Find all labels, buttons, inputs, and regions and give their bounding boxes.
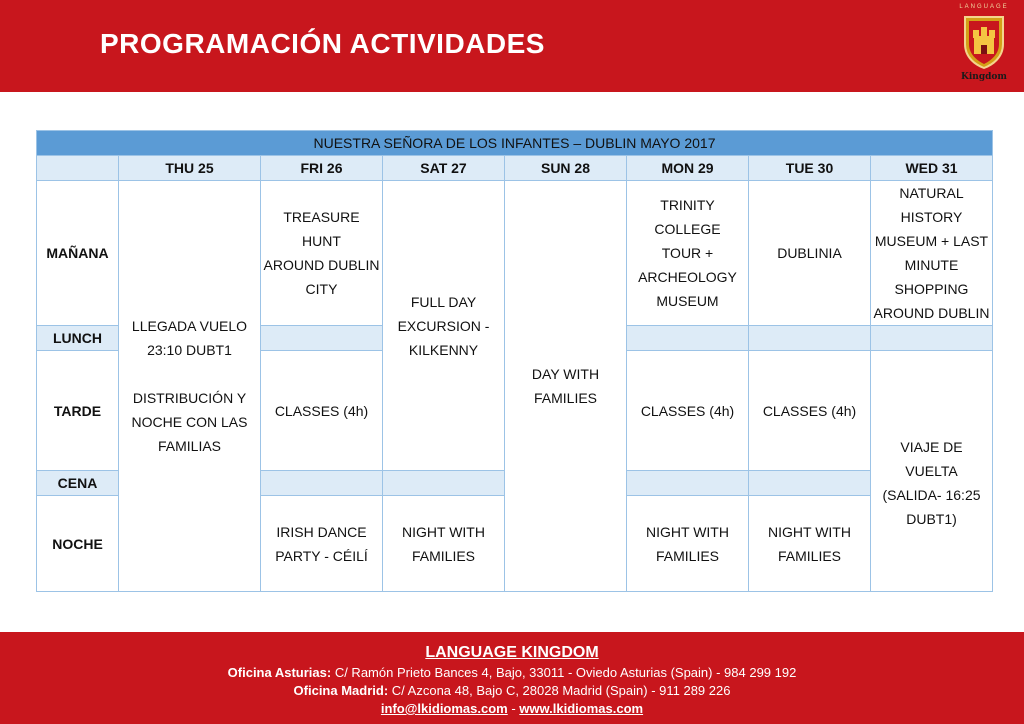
- madrid-office-label: Oficina Madrid:: [293, 683, 389, 698]
- cell-sat-excursion: [383, 181, 505, 471]
- cell-line: AROUND DUBLIN: [873, 305, 990, 321]
- cell-line: VIAJE DE VUELTA: [900, 439, 963, 479]
- footer-contact-links: [0, 701, 1024, 716]
- cell-line: FAMILIAS: [157, 438, 222, 454]
- cell-empty: [749, 471, 871, 496]
- cell-line: TOUR +: [661, 245, 714, 261]
- cell-line: FULL DAY: [410, 293, 477, 310]
- cell-line: TREASURE HUNT: [283, 209, 360, 249]
- cell-sun-families: [505, 181, 627, 592]
- footer-madrid-office: [0, 683, 1024, 698]
- cell-line: FAMILIES: [533, 390, 598, 406]
- cell-thu-arrival: [119, 181, 261, 592]
- language-kingdom-logo: [952, 4, 1016, 88]
- logo-top-text: LANGUAGE: [959, 4, 1009, 10]
- cell-empty: [749, 326, 871, 351]
- cell-sat-noche: [383, 496, 505, 592]
- cell-line: PARTY - CÉILÍ: [275, 547, 368, 564]
- cell-tue-noche: [749, 496, 871, 592]
- cell-mon-manana: [627, 181, 749, 326]
- day-header: SAT 27: [383, 156, 505, 181]
- page-footer: [0, 632, 1024, 724]
- logo-bottom-text: Kingdom: [961, 72, 1007, 82]
- cell-line: DAY WITH: [531, 366, 600, 382]
- day-header: MON 29: [627, 156, 749, 181]
- cell-wed-return: [871, 351, 993, 592]
- activity-schedule-table: [36, 130, 993, 592]
- footer-company-name: LANGUAGE KINGDOM: [425, 644, 599, 661]
- cell-line: AROUND DUBLIN: [263, 257, 380, 273]
- cell-mon-noche: [627, 496, 749, 592]
- cell-line: FAMILIES: [655, 547, 720, 564]
- cell-empty: [627, 471, 749, 496]
- cell-line: MUSEUM + LAST: [874, 233, 989, 249]
- page-header: [0, 0, 1024, 92]
- cell-empty: [383, 471, 505, 496]
- cell-line: FAMILIES: [411, 547, 476, 564]
- asturias-office-label: Oficina Asturias:: [227, 665, 332, 680]
- cell-line: NIGHT WITH: [646, 523, 729, 540]
- email-link[interactable]: info@lkidiomas.com: [380, 701, 508, 716]
- day-header: WED 31: [871, 156, 993, 181]
- page-title: PROGRAMACIÓN ACTIVIDADES: [100, 28, 545, 59]
- cell-line: NOCHE CON LAS: [131, 414, 248, 430]
- cell-fri-tarde: CLASSES (4h): [261, 351, 383, 471]
- cell-fri-manana: [261, 181, 383, 326]
- link-separator: -: [507, 701, 520, 716]
- footer-asturias-office: [0, 665, 1024, 680]
- cell-line: LLEGADA VUELO: [131, 318, 248, 334]
- day-header: SUN 28: [505, 156, 627, 181]
- row-manana: [37, 181, 993, 326]
- cell-empty: [261, 471, 383, 496]
- cell-tue-tarde: CLASSES (4h): [749, 351, 871, 471]
- cell-mon-tarde: CLASSES (4h): [627, 351, 749, 471]
- cell-line: CITY: [305, 281, 338, 297]
- cell-line: EXCURSION -: [397, 317, 490, 334]
- day-header: THU 25: [119, 156, 261, 181]
- cell-line: NATURAL: [899, 185, 964, 201]
- cell-line: DISTRIBUCIÓN Y: [132, 390, 247, 406]
- cell-line: KILKENNY: [408, 341, 479, 358]
- cell-line: HISTORY: [900, 209, 963, 225]
- cell-line: 23:10 DUBT1: [147, 342, 232, 358]
- cell-line: FAMILIES: [777, 547, 842, 564]
- cell-empty: [627, 326, 749, 351]
- cell-line: DUBT1): [906, 511, 957, 527]
- cell-spacer: [121, 362, 258, 386]
- day-header: TUE 30: [749, 156, 871, 181]
- days-header-row: [37, 156, 993, 181]
- castle-shield-icon: [962, 14, 1006, 70]
- cell-line: NIGHT WITH: [768, 523, 851, 540]
- corner-cell: [37, 156, 119, 181]
- cell-line: ARCHEOLOGY: [638, 269, 737, 285]
- period-label: MAÑANA: [37, 181, 119, 326]
- madrid-office-address: C/ Azcona 48, Bajo C, 28028 Madrid (Spain) - 911 289 226: [388, 683, 731, 698]
- period-label: TARDE: [37, 351, 119, 471]
- cell-line: SHOPPING: [894, 281, 969, 297]
- cell-tue-manana: DUBLINIA: [749, 181, 871, 326]
- cell-empty: [871, 326, 993, 351]
- day-header: FRI 26: [261, 156, 383, 181]
- period-label: LUNCH: [37, 326, 119, 351]
- cell-line: NIGHT WITH: [402, 523, 485, 540]
- schedule-title: NUESTRA SEÑORA DE LOS INFANTES – DUBLIN MAYO 2017: [37, 131, 993, 156]
- cell-line: (SALIDA- 16:25: [882, 487, 981, 503]
- cell-wed-manana: [871, 181, 993, 326]
- website-link[interactable]: www.lkidiomas.com: [519, 701, 644, 716]
- cell-line: TRINITY COLLEGE: [654, 197, 721, 237]
- cell-line: IRISH DANCE: [276, 523, 367, 540]
- asturias-office-address: C/ Ramón Prieto Bances 4, Bajo, 33011 - Oviedo Asturias (Spain) - 984 299 192: [331, 665, 797, 680]
- period-label: NOCHE: [37, 496, 119, 592]
- cell-line: MINUTE: [904, 257, 959, 273]
- cell-line: MUSEUM: [656, 293, 719, 309]
- period-label: CENA: [37, 471, 119, 496]
- cell-fri-noche: [261, 496, 383, 592]
- cell-empty: [261, 326, 383, 351]
